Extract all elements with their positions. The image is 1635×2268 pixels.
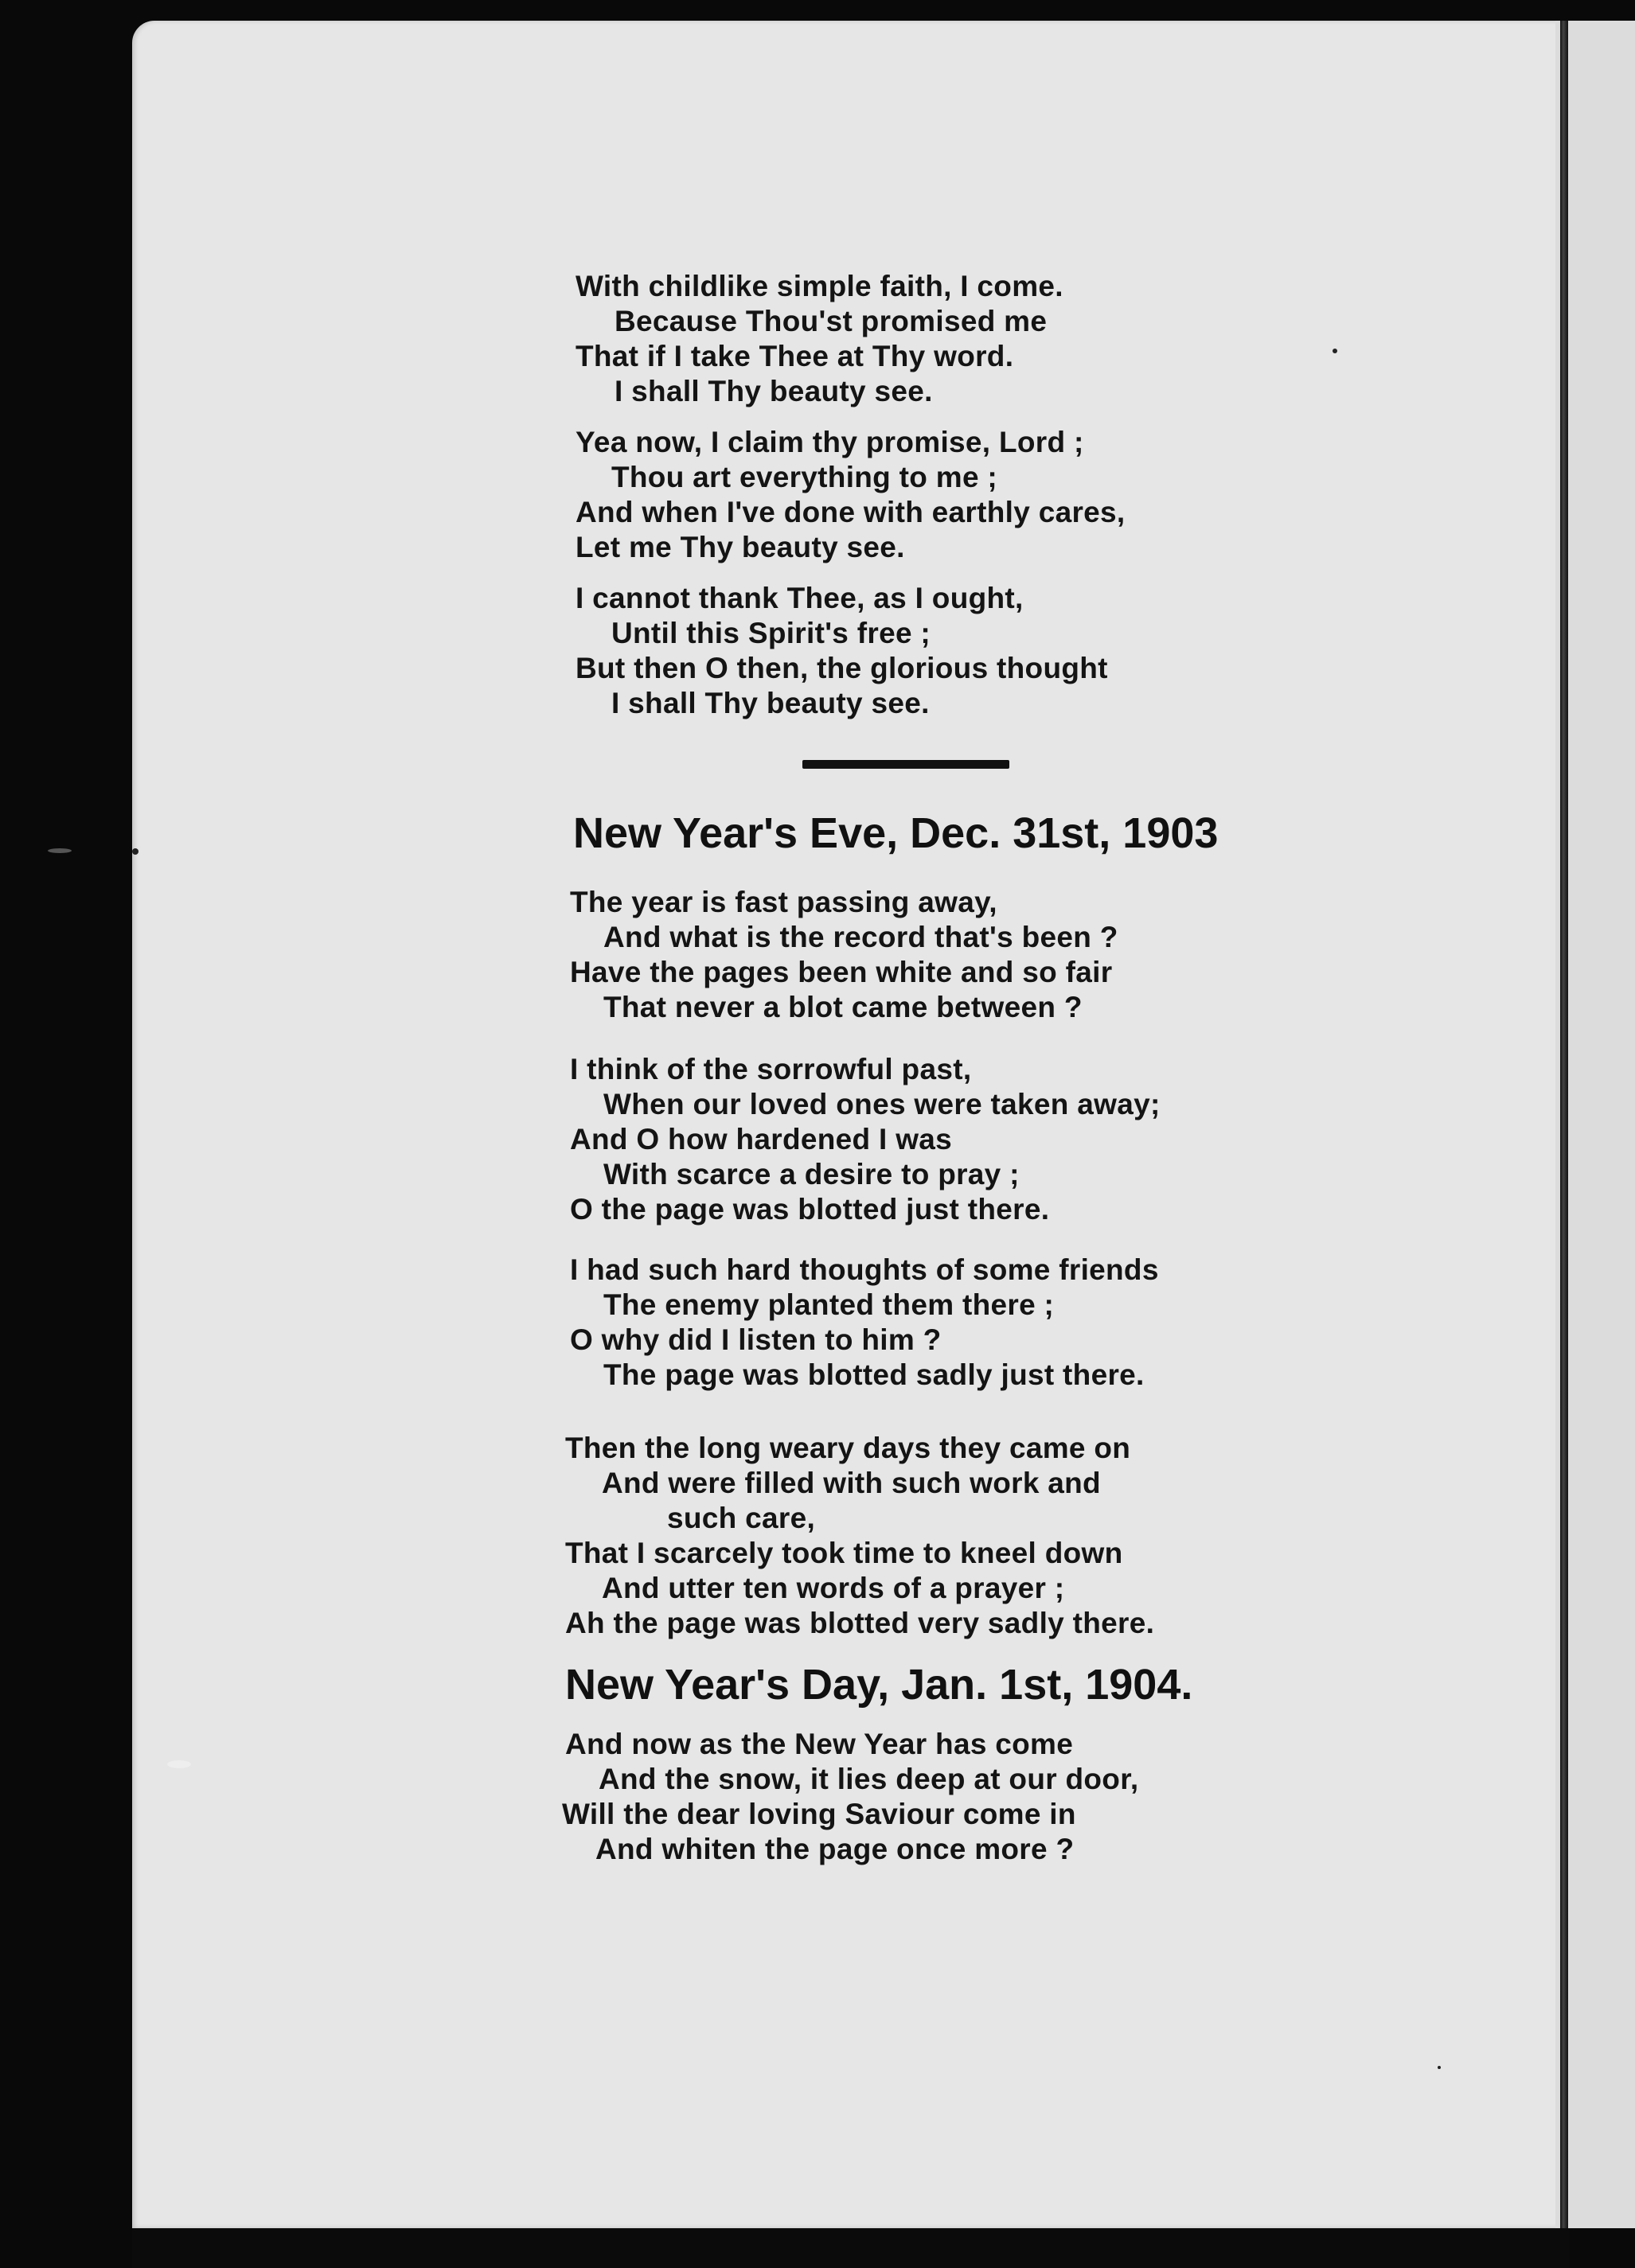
poem-line: Until this Spirit's free ; bbox=[611, 617, 931, 649]
poem-line: O why did I listen to him ? bbox=[570, 1323, 942, 1356]
poem-line: And whiten the page once more ? bbox=[595, 1833, 1075, 1865]
poem-line: And what is the record that's been ? bbox=[603, 921, 1118, 953]
scan-speck bbox=[132, 848, 139, 855]
poem-title: New Year's Eve, Dec. 31st, 1903 bbox=[573, 809, 1219, 857]
page-gutter bbox=[1560, 21, 1568, 2228]
poem-line: And O how hardened I was bbox=[570, 1123, 953, 1155]
poem-line: And were filled with such work and bbox=[602, 1467, 1101, 1499]
poem-line: The enemy planted them there ; bbox=[603, 1288, 1055, 1321]
poem-line: The year is fast passing away, bbox=[570, 886, 997, 918]
poem-line: With scarce a desire to pray ; bbox=[603, 1158, 1020, 1191]
poem-line: But then O then, the glorious thought bbox=[576, 652, 1108, 684]
poem-line: And when I've done with earthly cares, bbox=[576, 496, 1126, 528]
poem-line: Yea now, I claim thy promise, Lord ; bbox=[576, 426, 1084, 458]
poem-line: I shall Thy beauty see. bbox=[615, 375, 933, 407]
poem-line: The page was blotted sadly just there. bbox=[603, 1358, 1145, 1391]
poem-line: And the snow, it lies deep at our door, bbox=[599, 1763, 1139, 1795]
poem-line: I cannot thank Thee, as I ought, bbox=[576, 582, 1024, 614]
scan-speck bbox=[1333, 349, 1337, 353]
poem-line: Thou art everything to me ; bbox=[611, 461, 998, 493]
poem-line: Will the dear loving Saviour come in bbox=[562, 1798, 1076, 1830]
poem-line: With childlike simple faith, I come. bbox=[576, 270, 1063, 302]
book-page bbox=[132, 21, 1570, 2228]
scan-speck bbox=[167, 1760, 191, 1768]
poem-line: such care, bbox=[667, 1502, 816, 1534]
poem-line: Ah the page was blotted very sadly there. bbox=[565, 1607, 1155, 1639]
poem-title: New Year's Day, Jan. 1st, 1904. bbox=[565, 1661, 1193, 1709]
poem-line: O the page was blotted just there. bbox=[570, 1193, 1050, 1226]
poem-line: When our loved ones were taken away; bbox=[603, 1088, 1161, 1120]
poem-line: And now as the New Year has come bbox=[565, 1728, 1074, 1760]
scan-bottom-edge bbox=[132, 2228, 1570, 2268]
poem-line: And utter ten words of a prayer ; bbox=[602, 1572, 1065, 1604]
section-divider bbox=[802, 760, 1009, 769]
scan-speck bbox=[48, 848, 72, 853]
poem-line: I had such hard thoughts of some friends bbox=[570, 1253, 1159, 1286]
scan-speck bbox=[1438, 2066, 1441, 2069]
poem-line: That I scarcely took time to kneel down bbox=[565, 1537, 1123, 1569]
poem-line: I think of the sorrowful past, bbox=[570, 1053, 972, 1085]
poem-line: Have the pages been white and so fair bbox=[570, 956, 1113, 988]
poem-line: Then the long weary days they came on bbox=[565, 1432, 1131, 1464]
poem-line: That if I take Thee at Thy word. bbox=[576, 340, 1014, 372]
poem-line: That never a blot came between ? bbox=[603, 991, 1083, 1023]
poem-line: Let me Thy beauty see. bbox=[576, 531, 905, 563]
poem-line: Because Thou'st promised me bbox=[615, 305, 1048, 337]
poem-line: I shall Thy beauty see. bbox=[611, 687, 930, 719]
